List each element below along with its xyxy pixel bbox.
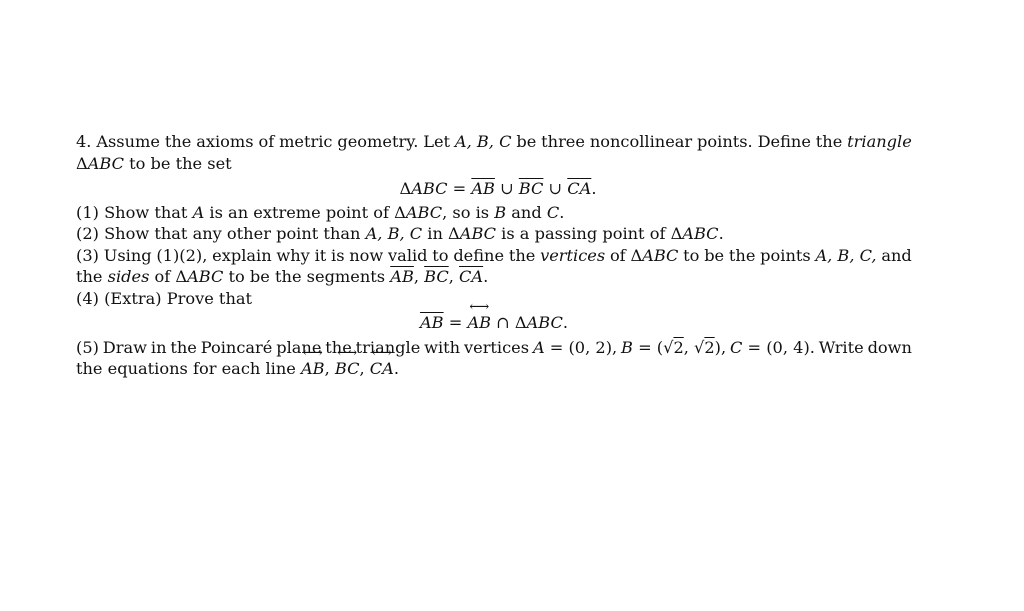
part-3-line-1: (3) Using (1)(2), explain why it is now valid to define the vertices of ΔABC to be the points A, B, C, and: [76, 245, 912, 265]
problem-intro-line-2: ΔABC to be the set: [76, 153, 232, 173]
segment-equals-line-intersection: $\overline{AB}$ = ⟷ AB ∩ ΔABC.: [76, 312, 912, 334]
part-4: (4) (Extra) Prove that: [76, 288, 253, 308]
part-2: (2) Show that any other point than A, B, C in ΔABC is a passing point of ΔABC.: [76, 224, 724, 243]
problem-4: [76, 131, 912, 380]
part-5-line-2: the equations for each line ⟷ AB, ⟷ BC, ⟷ CA.: [76, 358, 912, 380]
problem-intro-line-1: 4. Assume the axioms of metric geometry. Let A, B, C be three noncollinear points. Define the triangle: [76, 132, 912, 151]
part-3-line-2: the sides of ΔABC to be the segments $\overline{AB}$, $\overline{BC}$, $\overline{CA}$.: [76, 267, 489, 286]
triangle-set-definition: $\Delta ABC = \overline{AB}$ ∪ $\overline{BC}$ ∪ $\overline{CA}$.: [399, 179, 597, 198]
part-1: (1) Show that A is an extreme point of ΔABC, so is B and C.: [76, 202, 565, 222]
part-5-line-1: (5) Draw in the Poincaré plane the triangle with vertices A = (0, 2), B = (√2, √2), C = (0, 4). Write down: [76, 337, 912, 357]
